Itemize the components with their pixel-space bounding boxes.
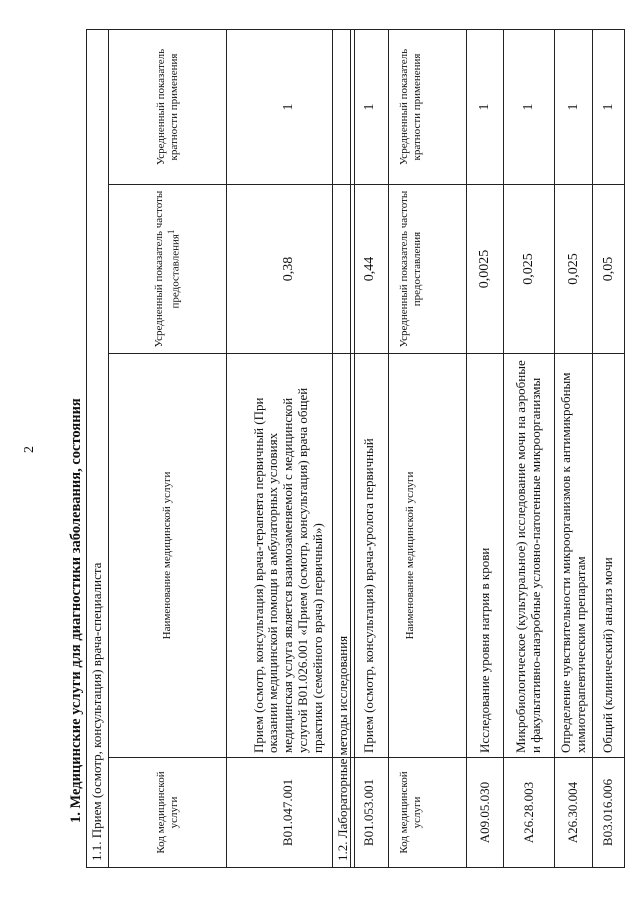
service-frequency: 0,05 <box>593 185 625 354</box>
table-subtitle: 1.1. Прием (осмотр, консультация) врача-специалиста <box>87 29 109 867</box>
header-frequency: Усредненный показатель частоты предоставления <box>355 185 467 354</box>
header-code: Код медицинской услуги <box>355 758 467 868</box>
service-name: Исследование уровня натрия в крови <box>467 354 504 758</box>
service-name: Прием (осмотр, консультация) врача-терапевта первичный (При оказании медицинской помощи в амбулаторных условиях медицинская услуга является взаимозаменяемой с медицинской услугой B01.026.001 «Прием (осмотр, консультация) врача общей практики (семейного врача) первичный») <box>227 354 351 758</box>
table-header-row <box>355 29 467 867</box>
page-number: 2 <box>22 446 37 453</box>
service-frequency: 0,025 <box>555 185 593 354</box>
service-multiplicity: 1 <box>555 29 593 184</box>
service-multiplicity: 1 <box>227 29 351 184</box>
header-frequency: Усредненный показатель частоты предоставления$^1$ <box>109 185 227 354</box>
header-code: Код медицинской услуги <box>109 758 227 868</box>
service-name: Прием (осмотр, консультация) врача-уролога первичный <box>351 354 389 758</box>
service-code: B03.016.006 <box>593 758 625 868</box>
service-frequency: 0,38 <box>227 185 351 354</box>
service-frequency: 0,44 <box>351 185 389 354</box>
table-row <box>593 29 625 867</box>
service-frequency: 0,025 <box>504 185 555 354</box>
service-name: Общий (клинический) анализ мочи <box>593 354 625 758</box>
table-row <box>467 29 504 867</box>
service-code: B01.053.001 <box>351 758 389 868</box>
service-name: Определение чувствительности микроорганизмов к антимикробным химиотерапевтическим препаратам <box>555 354 593 758</box>
service-code: A09.05.030 <box>467 758 504 868</box>
table-subtitle: 1.2. Лабораторные методы исследования <box>333 29 355 867</box>
service-name: Микробиологическое (культуральное) исследование мочи на аэробные и факультативно-анаэробные условно-патогенные микроорганизмы <box>504 354 555 758</box>
table-header-row <box>109 29 227 867</box>
header-name: Наименование медицинской услуги <box>109 354 227 758</box>
service-multiplicity: 1 <box>593 29 625 184</box>
section-title: 1. Медицинские услуги для диагностики заболевания, состояния <box>68 398 84 823</box>
service-code: A26.30.004 <box>555 758 593 868</box>
table-row <box>555 29 593 867</box>
service-code: A26.28.003 <box>504 758 555 868</box>
header-multiplicity: Усредненный показатель кратности применения <box>109 29 227 184</box>
service-multiplicity: 1 <box>351 29 389 184</box>
footnote-mark: 1 <box>165 229 176 235</box>
laboratory-methods-table <box>332 29 625 868</box>
service-code: B01.047.001 <box>227 758 351 868</box>
table-subtitle-row <box>87 29 109 867</box>
table-subtitle-row <box>333 29 355 867</box>
service-multiplicity: 1 <box>467 29 504 184</box>
service-multiplicity: 1 <box>504 29 555 184</box>
service-frequency: 0,0025 <box>467 185 504 354</box>
table-row <box>504 29 555 867</box>
header-name: Наименование медицинской услуги <box>355 354 467 758</box>
header-multiplicity: Усредненный показатель кратности применения <box>355 29 467 184</box>
